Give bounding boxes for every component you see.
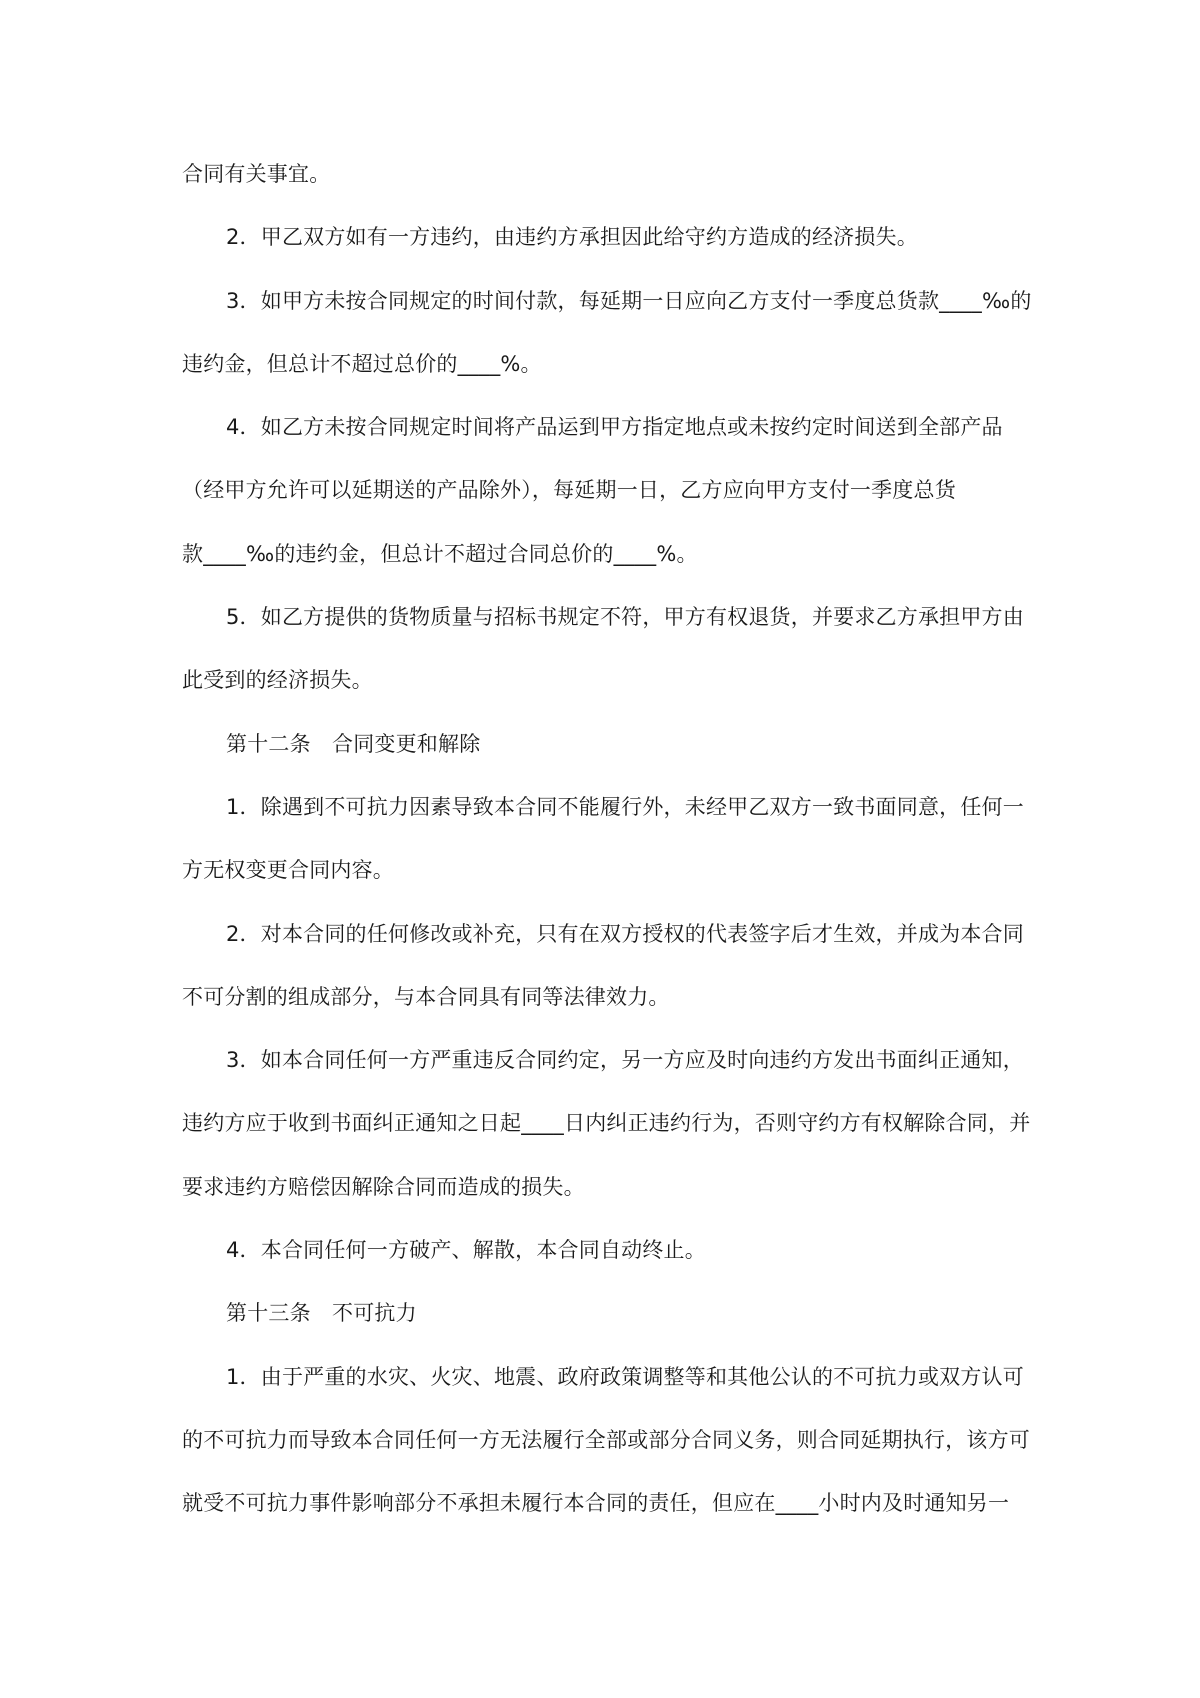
text-line: 3．如本合同任何一方严重违反合同约定，另一方应及时向违约方发出书面纠正通知， [226, 1048, 1024, 1073]
text-line: 不可分割的组成部分，与本合同具有同等法律效力。 [182, 984, 670, 1009]
text-line: 2．对本合同的任何修改或补充，只有在双方授权的代表签字后才生效，并成为本合同 [226, 921, 1024, 946]
text-line: 合同有关事宜。 [182, 162, 331, 186]
text-line: 2．甲乙双方如有一方违约，由违约方承担因此给守约方造成的经济损失。 [226, 225, 918, 250]
text-line: 的不可抗力而导致本合同任何一方无法履行全部或部分合同义务，则合同延期执行，该方可 [182, 1427, 1030, 1452]
text-line: 方无权变更合同内容。 [182, 858, 394, 883]
text-line: 4．本合同任何一方破产、解散，本合同自动终止。 [226, 1238, 706, 1263]
text-line: 款____‰的违约金，但总计不超过合同总价的____%。 [182, 541, 698, 566]
text-line: 3．如甲方未按合同规定的时间付款，每延期一日应向乙方支付一季度总货款____‰的 [226, 288, 1032, 313]
text-line: 违约金，但总计不超过总价的____%。 [182, 351, 542, 376]
text-line: 1．由于严重的水灾、火灾、地震、政府政策调整等和其他公认的不可抗力或双方认可 [226, 1364, 1024, 1389]
text-line: 5．如乙方提供的货物质量与招标书规定不符，甲方有权退货，并要求乙方承担甲方由 [226, 605, 1024, 630]
section-heading: 第十二条 合同变更和解除 [226, 731, 481, 756]
text-line: 就受不可抗力事件影响部分不承担未履行本合同的责任，但应在____小时内及时通知另一 [182, 1491, 1010, 1516]
text-line: 违约方应于收到书面纠正通知之日起____日内纠正违约行为，否则守约方有权解除合同，并 [182, 1111, 1031, 1136]
text-line: 1．除遇到不可抗力因素导致本合同不能履行外，未经甲乙双方一致书面同意，任何一 [226, 794, 1024, 819]
text-line: 4．如乙方未按合同规定时间将产品运到甲方指定地点或未按约定时间送到全部产品 [226, 415, 1003, 440]
section-heading: 第十三条 不可抗力 [226, 1301, 417, 1326]
text-line: 此受到的经济损失。 [182, 668, 373, 693]
document-body [182, 155, 1032, 1548]
text-line: （经甲方允许可以延期送的产品除外），每延期一日，乙方应向甲方支付一季度总货 [182, 478, 956, 503]
text-line: 要求违约方赔偿因解除合同而造成的损失。 [182, 1174, 585, 1199]
